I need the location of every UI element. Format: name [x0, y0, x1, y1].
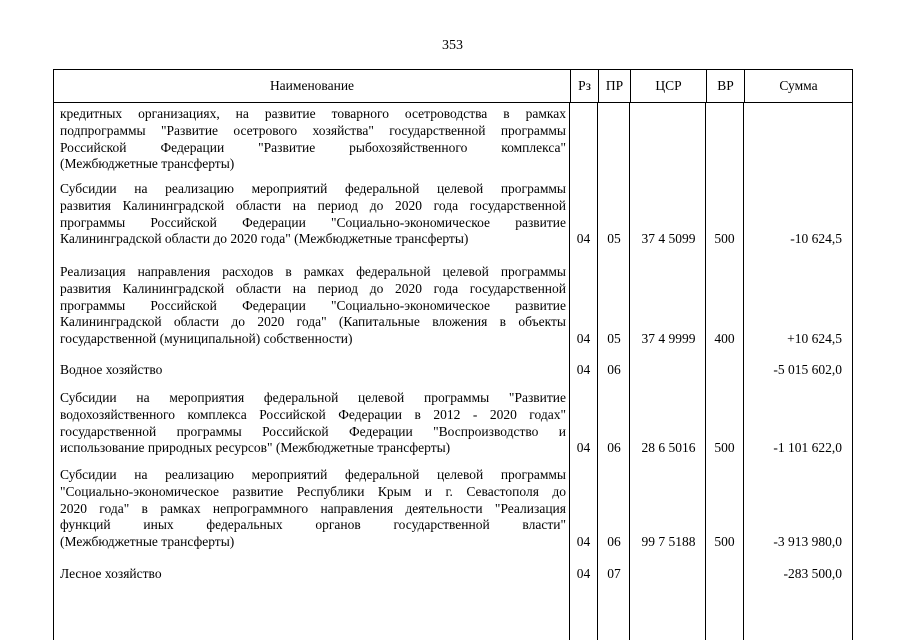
name-line: государственной (муниципальной) собственности) [60, 331, 353, 347]
name-line: кредитных организациях, на развитие товарного осетроводства в рамках [60, 106, 566, 121]
header-csr: ЦСР [630, 70, 706, 102]
code-csr: 28 6 5016 [641, 440, 696, 456]
name-line: программы Российской Федерации "Социально-экономическое развитие [60, 214, 566, 230]
code-csr: 99 7 5188 [641, 534, 696, 550]
code-csr: 37 4 9999 [641, 331, 696, 347]
table-row-name [60, 390, 566, 457]
code-pr: 05 [607, 331, 621, 347]
table-border-right [852, 102, 853, 640]
header-pr: ПР [598, 70, 630, 102]
code-rz: 04 [576, 331, 591, 347]
code-csr: 37 4 5099 [641, 231, 696, 247]
code-rz: 04 [576, 566, 591, 581]
code-vr: 500 [714, 534, 735, 550]
table-row-name [60, 362, 566, 379]
name-line: подпрограммы "Развитие осетрового хозяйства" государственной программы [60, 122, 566, 138]
table-header [53, 69, 853, 103]
code-pr: 06 [607, 440, 621, 456]
name-line: Субсидии на реализацию мероприятий федеральной целевой программы [60, 181, 566, 196]
name-line: функций иных федеральных органов государственной власти" [60, 517, 566, 533]
name-line: программы Российской Федерации "Социально-экономическое развитие [60, 297, 566, 313]
name-line: Лесное хозяйство [60, 566, 162, 581]
name-line: Реализация направления расходов в рамках федеральной целевой программы [60, 264, 566, 279]
table-row-name [60, 467, 566, 551]
header-vr: ВР [706, 70, 744, 102]
name-line: (Межбюджетные трансферты) [60, 534, 235, 550]
page-number: 353 [442, 38, 463, 53]
column-divider [705, 102, 706, 640]
code-pr: 06 [607, 362, 621, 377]
name-line: государственной программы Российской Федерации "Воспроизводство и [60, 423, 566, 439]
name-line: (Межбюджетные трансферты) [60, 156, 235, 172]
name-line: Субсидии на мероприятия федеральной целевой программы "Развитие [60, 390, 566, 405]
name-line: "Социально-экономическое развитие Республики Крым и г. Севастополя до [60, 483, 566, 499]
amount: -1 101 622,0 [773, 440, 842, 456]
name-line: Субсидии на реализацию мероприятий федеральной целевой программы [60, 467, 566, 482]
table-row-name [60, 566, 566, 583]
name-line: Водное хозяйство [60, 362, 163, 377]
header-rz: Рз [570, 70, 598, 102]
header-name: Наименование [269, 78, 355, 93]
amount: -283 500,0 [783, 566, 842, 581]
column-divider [569, 102, 570, 640]
header-sum: Сумма [744, 70, 852, 102]
amount: -3 913 980,0 [773, 534, 842, 550]
table-row-name [60, 106, 566, 173]
code-vr: 500 [714, 440, 735, 456]
table-border-left [53, 102, 54, 640]
name-line: развития Калининградской области на период до 2020 года государственной [60, 197, 566, 213]
amount: -5 015 602,0 [773, 362, 842, 377]
name-line: Калининградской области до 2020 года" (Межбюджетные трансферты) [60, 231, 469, 247]
code-rz: 04 [576, 534, 591, 550]
table-row-name [60, 181, 566, 248]
amount: -10 624,5 [790, 231, 842, 247]
amount: +10 624,5 [787, 331, 842, 347]
code-pr: 07 [607, 566, 621, 581]
name-line: развития Калининградской области на период до 2020 года государственной [60, 280, 566, 296]
name-line: Калининградской области до 2020 года" (Капитальные вложения в объекты [60, 314, 566, 330]
column-divider [629, 102, 630, 640]
code-vr: 500 [714, 231, 735, 247]
code-rz: 04 [576, 440, 591, 456]
name-line: использование природных ресурсов" (Межбюджетные трансферты) [60, 440, 451, 456]
column-divider [597, 102, 598, 640]
code-vr: 400 [714, 331, 735, 347]
name-line: 2020 года" в рамках непрограммного направления деятельности "Реализация [60, 500, 566, 516]
code-pr: 05 [607, 231, 621, 247]
code-rz: 04 [576, 231, 591, 247]
table-row-name [60, 264, 566, 348]
code-pr: 06 [607, 534, 621, 550]
name-line: Российской Федерации "Развитие рыбохозяйственного комплекса" [60, 139, 566, 155]
code-rz: 04 [576, 362, 591, 377]
name-line: водохозяйственного комплекса Российской Федерации в 2012 - 2020 годах" [60, 406, 566, 422]
